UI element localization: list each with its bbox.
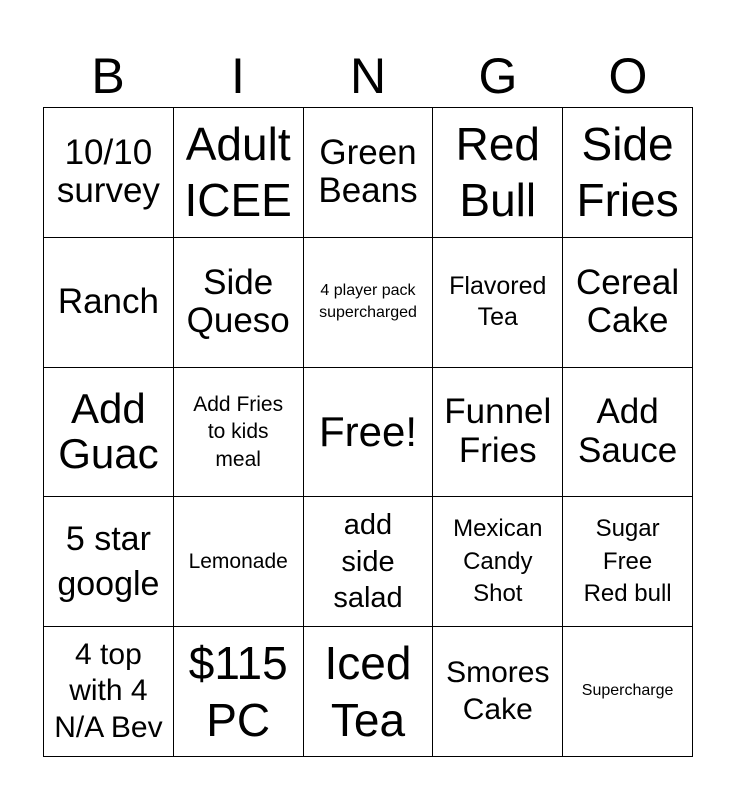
bingo-cell-b2[interactable] (44, 238, 174, 368)
header-letter-n: N (349, 48, 387, 104)
header-letter-g: G (478, 48, 518, 104)
bingo-cell-i2[interactable] (174, 238, 304, 368)
bingo-cell-g5[interactable] (433, 627, 563, 757)
cell-text: Side Queso (186, 262, 290, 341)
cell-text: add side salad (333, 509, 403, 614)
cell-text: Supercharge (581, 682, 674, 700)
bingo-cell-n5[interactable] (304, 627, 434, 757)
header-letter-b: B (91, 48, 125, 104)
bingo-board (43, 107, 693, 757)
cell-text: Iced Tea (324, 637, 412, 746)
bingo-cell-i1[interactable] (174, 108, 304, 238)
bingo-cell-o4[interactable] (563, 497, 693, 627)
bingo-cell-o3[interactable] (563, 368, 693, 498)
cell-text: 4 player pack supercharged (319, 281, 417, 322)
bingo-cell-b5[interactable] (44, 627, 174, 757)
cell-text: Smores Cake (446, 656, 550, 726)
bingo-header (43, 44, 693, 108)
bingo-cell-n2[interactable] (304, 238, 434, 368)
bingo-cell-o5[interactable] (563, 627, 693, 757)
cell-text: Adult ICEE (184, 118, 292, 227)
header-letter-o: O (608, 48, 648, 104)
cell-text: Funnel Fries (444, 392, 552, 470)
cell-text: 10/10 survey (56, 132, 160, 211)
bingo-cell-n1[interactable] (304, 108, 434, 238)
cell-text: Sugar Free Red bull (583, 515, 672, 607)
bingo-cell-b1[interactable] (44, 108, 174, 238)
bingo-cell-g4[interactable] (433, 497, 563, 627)
bingo-cell-i5[interactable] (174, 627, 304, 757)
cell-text: Side Fries (576, 118, 679, 227)
bingo-cell-o2[interactable] (563, 238, 693, 368)
cell-text: 4 top with 4 N/A Bev (54, 637, 163, 744)
cell-text: Green Beans (318, 132, 418, 211)
cell-text: 5 star google (57, 519, 160, 603)
bingo-cell-g3[interactable] (433, 368, 563, 498)
cell-text: Add Sauce (577, 392, 678, 470)
bingo-cell-g1[interactable] (433, 108, 563, 238)
header-letter-i: I (231, 48, 245, 104)
cell-text: Red Bull (455, 118, 540, 227)
cell-text: Free! (318, 407, 417, 455)
cell-text: Add Guac (58, 385, 159, 477)
cell-text: Mexican Candy Shot (453, 515, 543, 607)
bingo-cell-i3[interactable] (174, 368, 304, 498)
bingo-cell-b3[interactable] (44, 368, 174, 498)
cell-text: Flavored Tea (449, 272, 547, 332)
bingo-cell-o1[interactable] (563, 108, 693, 238)
bingo-cell-i4[interactable] (174, 497, 304, 627)
bingo-cell-n3[interactable] (304, 368, 434, 498)
cell-text: $115 PC (188, 637, 288, 746)
cell-text: Add Fries to kids meal (193, 393, 284, 471)
bingo-cell-g2[interactable] (433, 238, 563, 368)
cell-text: Lemonade (188, 550, 288, 574)
bingo-cell-n4[interactable] (304, 497, 434, 627)
cell-text: Ranch (57, 281, 159, 321)
bingo-cell-b4[interactable] (44, 497, 174, 627)
cell-text: Cereal Cake (576, 262, 680, 341)
